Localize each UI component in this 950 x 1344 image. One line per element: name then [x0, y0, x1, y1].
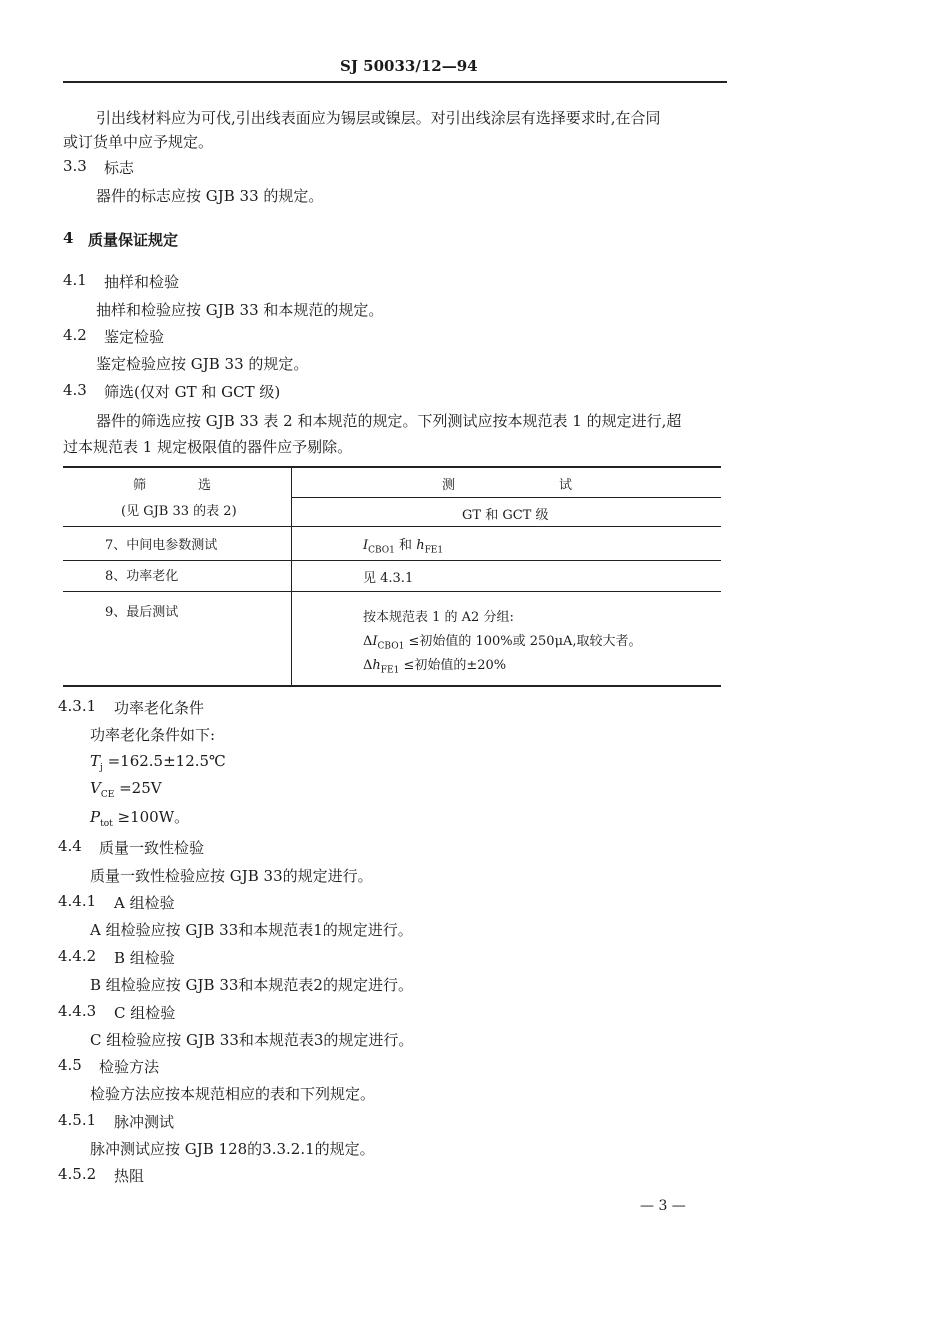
- section-4-5-2-number: 4.5.2: [58, 1165, 97, 1183]
- section-4-number: 4: [63, 229, 74, 247]
- section-4-4-1-title: A 组检验: [114, 894, 175, 912]
- table-header-divider: [291, 497, 721, 498]
- section-4-5-1-title: 脉冲测试: [114, 1113, 175, 1131]
- section-4-3-body-2: 过本规范表 1 规定极限值的器件应予剔除。: [63, 438, 353, 456]
- section-4-4-body: 质量一致性检验应按 GJB 33的规定进行。: [90, 867, 373, 885]
- section-4-4-3-title: C 组检验: [114, 1004, 176, 1022]
- section-4-4-title: 质量一致性检验: [99, 839, 205, 857]
- section-4-3-1-number: 4.3.1: [58, 697, 97, 715]
- section-4-5-title: 检验方法: [99, 1058, 160, 1076]
- section-4-4-number: 4.4: [58, 837, 82, 855]
- section-4-5-number: 4.5: [58, 1056, 82, 1074]
- table-row-rule: [63, 560, 721, 561]
- condition-collector-voltage: $V_{CE} =25V$: [90, 779, 162, 800]
- table-head-screening-ref: (见 GJB 33 的表 2): [121, 504, 237, 519]
- page-number: — 3 —: [640, 1198, 686, 1214]
- condition-junction-temp: $T_j$ =162.5±12.5℃: [90, 752, 226, 773]
- section-4-2-body: 鉴定检验应按 GJB 33 的规定。: [96, 355, 309, 373]
- section-4-3-title: 筛选(仅对 GT 和 GCT 级): [104, 383, 281, 401]
- table-row-7-value: $I_{CBO1}$ 和 $h_{FE1}$: [363, 538, 444, 556]
- table-row-9-value-3: $\Delta h_{FE1}$ ≤初始值的±20%: [363, 658, 507, 676]
- table-bottom-rule: [63, 685, 721, 687]
- header-rule: [63, 81, 727, 83]
- table-row-9-value-2: $\Delta I_{CBO1}$ ≤初始值的 100%或 250μA,取较大者。: [363, 634, 642, 652]
- document-id: SJ 50033/12—94: [340, 57, 478, 75]
- table-row-8-value: 见 4.3.1: [363, 571, 414, 586]
- section-3-3-title: 标志: [104, 159, 135, 177]
- intro-line-2: 或订货单中应予规定。: [63, 133, 214, 151]
- table-column-divider: [291, 466, 292, 686]
- section-4-4-2-body: B 组检验应按 GJB 33和本规范表2的规定进行。: [90, 976, 413, 994]
- section-4-5-body: 检验方法应按本规范相应的表和下列规定。: [90, 1085, 376, 1103]
- section-4-title: 质量保证规定: [88, 231, 179, 249]
- section-4-2-number: 4.2: [63, 326, 87, 344]
- section-4-1-number: 4.1: [63, 271, 87, 289]
- section-4-3-body-1: 器件的筛选应按 GJB 33 表 2 和本规范的规定。下列测试应按本规范表 1 的规定进行,超: [96, 412, 682, 430]
- section-4-4-2-number: 4.4.2: [58, 947, 97, 965]
- section-4-5-1-body: 脉冲测试应按 GJB 128的3.3.2.1的规定。: [90, 1140, 375, 1158]
- table-head-grade: GT 和 GCT 级: [462, 508, 549, 523]
- table-row-rule: [63, 591, 721, 592]
- table-head-test: 测 试: [442, 478, 573, 493]
- table-row-9-value-1: 按本规范表 1 的 A2 分组:: [363, 610, 514, 625]
- section-4-1-title: 抽样和检验: [104, 273, 180, 291]
- section-3-3-number: 3.3: [63, 157, 87, 175]
- section-4-4-3-number: 4.4.3: [58, 1002, 97, 1020]
- section-4-3-1-body: 功率老化条件如下:: [90, 726, 216, 744]
- section-4-4-2-title: B 组检验: [114, 949, 175, 967]
- section-4-3-1-title: 功率老化条件: [114, 699, 205, 717]
- section-4-1-body: 抽样和检验应按 GJB 33 和本规范的规定。: [96, 301, 384, 319]
- section-4-4-1-number: 4.4.1: [58, 892, 97, 910]
- section-4-2-title: 鉴定检验: [104, 328, 165, 346]
- section-3-3-body: 器件的标志应按 GJB 33 的规定。: [96, 187, 324, 205]
- table-row-7-label: 7、中间电参数测试: [105, 538, 218, 553]
- section-4-5-1-number: 4.5.1: [58, 1111, 97, 1129]
- section-4-5-2-title: 热阻: [114, 1167, 145, 1185]
- section-4-4-3-body: C 组检验应按 GJB 33和本规范表3的规定进行。: [90, 1031, 414, 1049]
- intro-line-1: 引出线材料应为可伐,引出线表面应为锡层或镍层。对引出线涂层有选择要求时,在合同: [96, 109, 661, 127]
- table-row-9-label: 9、最后测试: [105, 605, 179, 620]
- table-row-rule: [63, 526, 721, 527]
- table-row-8-label: 8、功率老化: [105, 569, 179, 584]
- table-top-rule: [63, 466, 721, 468]
- condition-total-power: $P_{tot} \ge 100W$。: [90, 808, 190, 829]
- section-4-3-number: 4.3: [63, 381, 87, 399]
- table-head-screening: 筛 选: [133, 478, 212, 493]
- section-4-4-1-body: A 组检验应按 GJB 33和本规范表1的规定进行。: [90, 921, 413, 939]
